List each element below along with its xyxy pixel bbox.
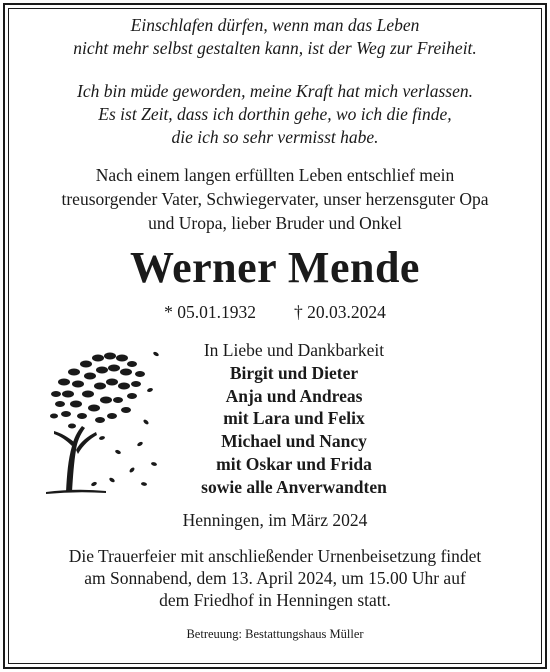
place-date: Henningen, im März 2024 xyxy=(182,510,368,530)
funeral-line: am Sonnabend, dem 13. April 2024, um 15.00 Uhr auf xyxy=(84,568,466,588)
funeral-line: dem Friedhof in Henningen statt. xyxy=(159,590,391,610)
death-date: † 20.03.2024 xyxy=(294,302,386,322)
life-dates xyxy=(0,301,550,323)
mourner-entry: mit Oskar und Frida xyxy=(216,453,372,474)
mourners-list xyxy=(150,339,438,499)
poem-stanza-1 xyxy=(0,14,550,60)
mourner-entry: Birgit und Dieter xyxy=(229,362,359,383)
mourner-entry: sowie alle Anverwandten xyxy=(201,476,387,497)
poem-line: die ich so sehr vermisst habe. xyxy=(171,127,379,147)
tree-with-falling-leaves-icon xyxy=(36,334,166,494)
funeral-line: Die Trauerfeier mit anschließender Urnenbeisetzung findet xyxy=(68,546,482,566)
mourner-entry: mit Lara und Felix xyxy=(223,408,365,429)
mourners-lead: In Liebe und Dankbarkeit xyxy=(203,340,385,360)
poem-line: Ich bin müde geworden, meine Kraft hat mich verlassen. xyxy=(77,81,473,101)
mourner-entry: Anja und Andreas xyxy=(225,385,363,406)
funeral-home-credit: Betreuung: Bestattungshaus Müller xyxy=(186,627,364,641)
poem-line: Einschlafen dürfen, wenn man das Leben xyxy=(130,15,420,35)
poem-line: nicht mehr selbst gestalten kann, ist der Weg zur Freiheit. xyxy=(73,38,477,58)
intro-text xyxy=(0,163,550,235)
poem-stanza-2 xyxy=(0,80,550,149)
birth-date: * 05.01.1932 xyxy=(164,302,256,322)
funeral-details xyxy=(0,545,550,611)
poem-line: Es ist Zeit, dass ich dorthin gehe, wo ich die finde, xyxy=(98,104,452,124)
deceased-name: Werner Mende xyxy=(130,243,420,292)
intro-line: Nach einem langen erfüllten Leben entschlief mein xyxy=(95,165,455,185)
intro-line: treusorgender Vater, Schwiegervater, unser herzensguter Opa xyxy=(61,189,489,209)
mourner-entry: Michael und Nancy xyxy=(221,431,367,452)
intro-line: und Uropa, lieber Bruder und Onkel xyxy=(148,213,402,233)
